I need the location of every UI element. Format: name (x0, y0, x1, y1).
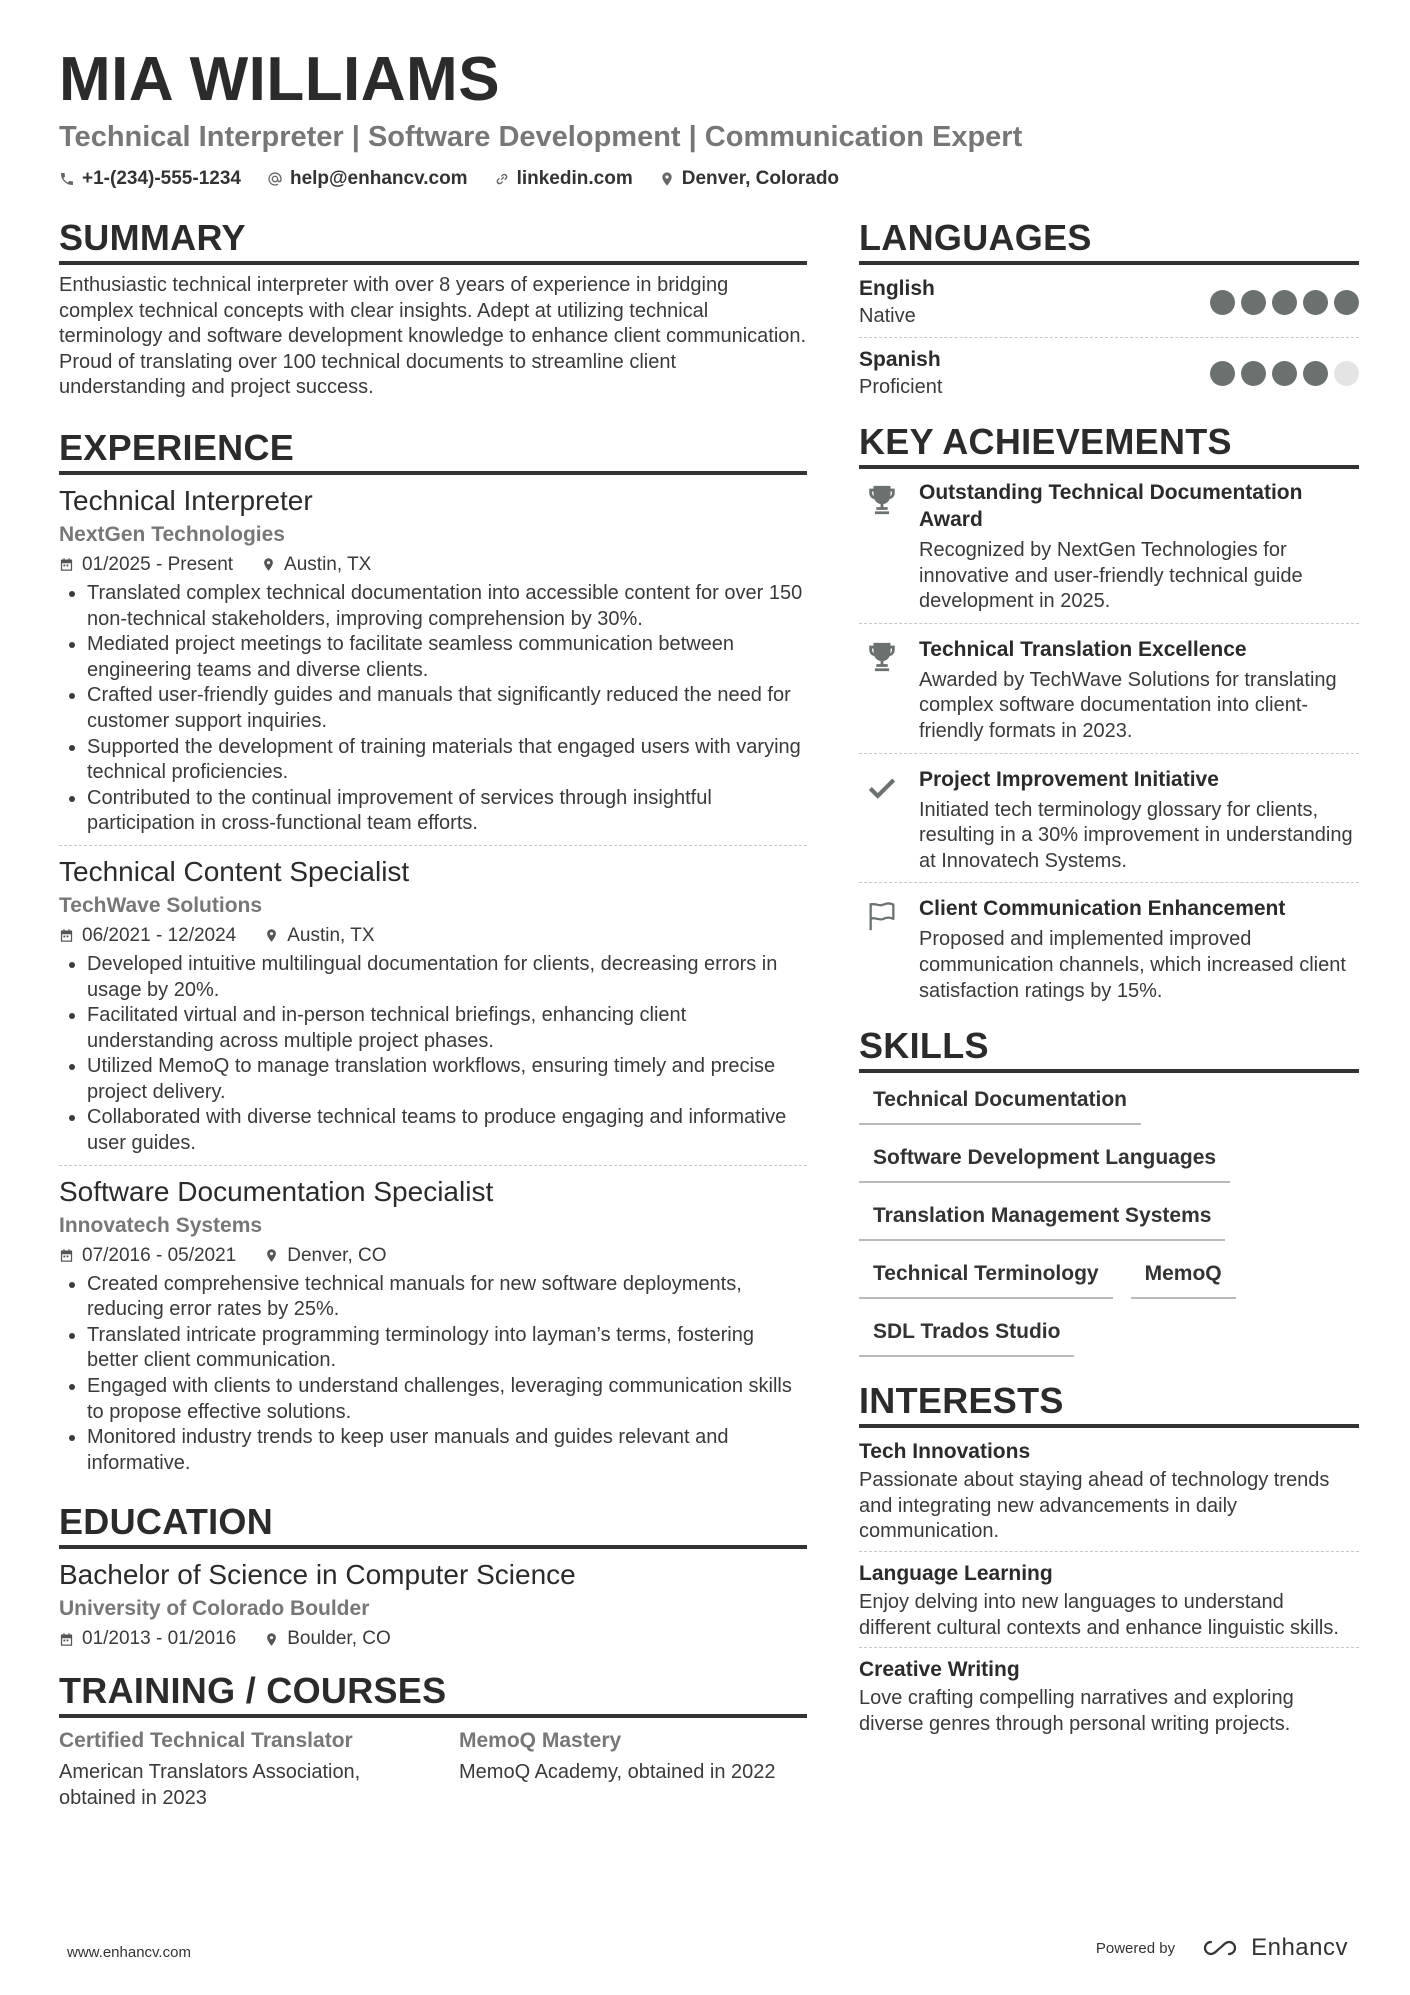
bullet-item: • Created comprehensive technical manuals for new software deployments, reducing error rates by 25%. (87, 1272, 807, 1323)
course-list (59, 1726, 807, 1811)
checkmark-icon (865, 770, 899, 804)
job-location (264, 1242, 386, 1270)
job-meta (59, 1242, 807, 1270)
contact-info (59, 168, 1359, 190)
skill-tag: Technical Documentation (859, 1087, 1141, 1125)
course-item (459, 1726, 799, 1811)
rating-dot-filled (1241, 290, 1266, 315)
course-title: Certified Technical Translator (59, 1729, 353, 1753)
achievements-heading: KEY ACHIEVEMENTS (859, 422, 1359, 469)
achievement-item (859, 634, 1359, 754)
calendar-icon (59, 1248, 74, 1263)
location-pin-icon (264, 1248, 279, 1263)
language-name: English (859, 277, 935, 300)
job-company: Innovatech Systems (59, 1213, 263, 1237)
education-section (59, 1502, 807, 1661)
interests-section (859, 1381, 1359, 1743)
location-pin-icon (264, 1632, 279, 1647)
rating-dot-filled (1210, 290, 1235, 315)
bullet-item: • Collaborated with diverse technical teams to produce engaging and informative user guides. (87, 1105, 807, 1156)
location-pin-icon (659, 171, 675, 187)
achievement-description: Proposed and implemented improved communication channels, which increased client satisfaction ratings by 15%. (919, 928, 1346, 1002)
rating-dot-filled (1272, 361, 1297, 386)
job-dates (59, 551, 233, 579)
location-pin-icon (261, 557, 276, 572)
right-column (859, 218, 1359, 1749)
language-name: Spanish (859, 348, 941, 371)
education-location-text: Boulder, CO (287, 1628, 391, 1650)
skills-list (859, 1087, 1359, 1357)
flag-icon (865, 899, 899, 933)
bullet-item: • Engaged with clients to understand challenges, leveraging communication skills to propose effective solutions. (87, 1374, 807, 1425)
rating-dot-filled (1272, 290, 1297, 315)
education-location (264, 1625, 391, 1653)
phone-number[interactable]: +1-(234)-555-1234 (82, 168, 241, 189)
training-heading: TRAINING / COURSES (59, 1671, 807, 1718)
skill-tag: SDL Trados Studio (859, 1319, 1074, 1357)
job-bullets (59, 581, 807, 837)
job-location-text: Denver, CO (287, 1244, 387, 1266)
bullet-item: • Translated complex technical documentation into accessible content for over 150 non-technical stakeholders, improving comprehension by 30%. (87, 581, 807, 632)
language-item (859, 344, 1359, 408)
achievement-item (859, 477, 1359, 624)
interest-title: Language Learning (859, 1561, 1053, 1585)
experience-heading: EXPERIENCE (59, 428, 807, 475)
job-bullets (59, 1272, 807, 1477)
job-entry (59, 854, 807, 1166)
bullet-item: • Translated intricate programming terminology into layman’s terms, fostering better client communication. (87, 1323, 807, 1374)
interest-item (859, 1436, 1359, 1552)
language-rating (1210, 290, 1359, 315)
education-heading: EDUCATION (59, 1502, 807, 1549)
email-address[interactable]: help@enhancv.com (289, 168, 468, 189)
course-title: MemoQ Mastery (459, 1729, 622, 1753)
job-location-text: Austin, TX (284, 553, 372, 575)
job-company: NextGen Technologies (59, 522, 285, 546)
link-icon (494, 171, 510, 187)
contact-phone (59, 168, 241, 190)
interest-item (859, 1654, 1359, 1743)
summary-text: Enthusiastic technical interpreter with over 8 years of experience in bridging complex technical concepts with clear insights. Adept at utilizing technical terminology and software development knowledge to enhance client communication. Proud of translating over 100 technical documents to streamline client understanding and project success. (59, 274, 807, 399)
trophy-icon (865, 483, 899, 517)
contact-linkedin (494, 168, 633, 190)
job-title: Software Documentation Specialist (59, 1175, 494, 1207)
skill-tag: Technical Terminology (859, 1261, 1113, 1299)
job-bullets (59, 952, 807, 1157)
interest-title: Creative Writing (859, 1658, 1020, 1682)
job-meta (59, 922, 807, 950)
bullet-item: • Facilitated virtual and in-person technical briefings, enhancing client understanding across multiple project phases. (87, 1003, 807, 1054)
education-dates-text: 01/2013 - 01/2016 (82, 1628, 237, 1650)
contact-location (659, 168, 839, 190)
rating-dot-filled (1334, 290, 1359, 315)
rating-dot-filled (1303, 290, 1328, 315)
job-location (264, 922, 374, 950)
job-title: Technical Content Specialist (59, 855, 410, 887)
rating-dot-filled (1241, 361, 1266, 386)
achievement-title: Outstanding Technical Documentation Award (919, 481, 1303, 531)
achievement-item (859, 893, 1359, 1012)
interest-description: Passionate about staying ahead of technology trends and integrating new advancements in daily communication. (859, 1469, 1330, 1543)
contact-email (267, 168, 468, 190)
calendar-icon (59, 1632, 74, 1647)
course-item (59, 1726, 399, 1811)
rating-dot-filled (1303, 361, 1328, 386)
job-company: TechWave Solutions (59, 893, 263, 917)
bullet-item: • Utilized MemoQ to manage translation workflows, ensuring timely and precise project delivery. (87, 1054, 807, 1105)
job-entry (59, 483, 807, 846)
job-entry (59, 1174, 807, 1485)
bullet-item: • Supported the development of training materials that engaged users with varying technical proficiencies. (87, 735, 807, 786)
powered-by-label: Powered by (1095, 1939, 1176, 1957)
languages-heading: LANGUAGES (859, 218, 1359, 265)
school-name: University of Colorado Boulder (59, 1597, 370, 1621)
education-meta (59, 1625, 807, 1653)
job-dates-text: 06/2021 - 12/2024 (82, 924, 237, 946)
language-level: Native (859, 305, 916, 327)
languages-section (859, 218, 1359, 408)
resume-header (59, 44, 1359, 190)
calendar-icon (59, 928, 74, 943)
achievement-item (859, 764, 1359, 884)
job-dates (59, 922, 236, 950)
skills-heading: SKILLS (859, 1026, 1359, 1073)
summary-heading: SUMMARY (59, 218, 807, 265)
achievement-title: Client Communication Enhancement (919, 897, 1286, 921)
language-rating (1210, 361, 1359, 386)
candidate-name: MIA WILLIAMS (59, 45, 501, 114)
trophy-icon (865, 640, 899, 674)
candidate-headline: Technical Interpreter | Software Development | Communication Expert (59, 121, 1023, 153)
training-section (59, 1671, 807, 1811)
job-title: Technical Interpreter (59, 484, 313, 516)
bullet-item: • Mediated project meetings to facilitate seamless communication between engineering teams and diverse clients. (87, 632, 807, 683)
footer-branding (1096, 1934, 1348, 1962)
skill-tag: MemoQ (1131, 1261, 1236, 1299)
job-dates (59, 1242, 236, 1270)
achievement-title: Technical Translation Excellence (919, 637, 1247, 661)
rating-dot-filled (1210, 361, 1235, 386)
location-pin-icon (264, 928, 279, 943)
job-location-text: Austin, TX (287, 924, 375, 946)
at-icon (267, 171, 283, 187)
interest-item (859, 1558, 1359, 1648)
degree-title: Bachelor of Science in Computer Science (59, 1559, 576, 1591)
linkedin-link[interactable]: linkedin.com (516, 168, 633, 189)
phone-icon (59, 171, 75, 187)
interests-heading: INTERESTS (859, 1381, 1359, 1428)
bullet-item: • Contributed to the continual improvement of services through insightful participation in cross-functional team efforts. (87, 786, 807, 837)
job-meta (59, 551, 807, 579)
education-entry (59, 1557, 807, 1661)
language-level: Proficient (859, 376, 943, 398)
achievement-title: Project Improvement Initiative (919, 767, 1219, 791)
enhancv-logo-icon (1197, 1936, 1243, 1960)
achievement-description: Recognized by NextGen Technologies for innovative and user-friendly technical guide development in 2025. (919, 539, 1303, 613)
calendar-icon (59, 557, 74, 572)
location-text: Denver, Colorado (681, 168, 840, 189)
interest-description: Enjoy delving into new languages to understand different cultural contexts and enhance linguistic skills. (859, 1590, 1339, 1639)
skill-tag: Software Development Languages (859, 1145, 1230, 1183)
bullet-item: • Developed intuitive multilingual documentation for clients, decreasing errors in usage by 20%. (87, 952, 807, 1003)
job-dates-text: 01/2025 - Present (82, 553, 234, 575)
achievement-description: Awarded by TechWave Solutions for translating complex software documentation into client-friendly formats in 2023. (919, 668, 1337, 742)
interest-title: Tech Innovations (859, 1440, 1031, 1464)
education-dates (59, 1625, 236, 1653)
course-description: MemoQ Academy, obtained in 2022 (459, 1761, 776, 1784)
job-location (261, 551, 371, 579)
brand-logo[interactable] (1197, 1934, 1348, 1962)
language-item (859, 273, 1359, 338)
course-description: American Translators Association, obtained in 2023 (59, 1761, 361, 1809)
rating-dot-empty (1334, 361, 1359, 386)
summary-section (59, 218, 807, 401)
footer-website[interactable]: www.enhancv.com (67, 1944, 191, 1961)
job-dates-text: 07/2016 - 05/2021 (82, 1244, 237, 1266)
bullet-item: • Crafted user-friendly guides and manuals that significantly reduced the need for customer support inquiries. (87, 683, 807, 734)
achievements-section (859, 422, 1359, 1012)
skill-tag: Translation Management Systems (859, 1203, 1225, 1241)
bullet-item: • Monitored industry trends to keep user manuals and guides relevant and informative. (87, 1425, 807, 1476)
interest-description: Love crafting compelling narratives and exploring diverse genres through personal writing projects. (859, 1687, 1294, 1735)
skills-section (859, 1026, 1359, 1357)
left-column (59, 218, 807, 1812)
experience-section (59, 428, 807, 1484)
brand-name: Enhancv (1251, 1934, 1348, 1961)
achievement-description: Initiated tech terminology glossary for clients, resulting in a 30% improvement in understanding at Innovatech Systems. (919, 798, 1353, 872)
